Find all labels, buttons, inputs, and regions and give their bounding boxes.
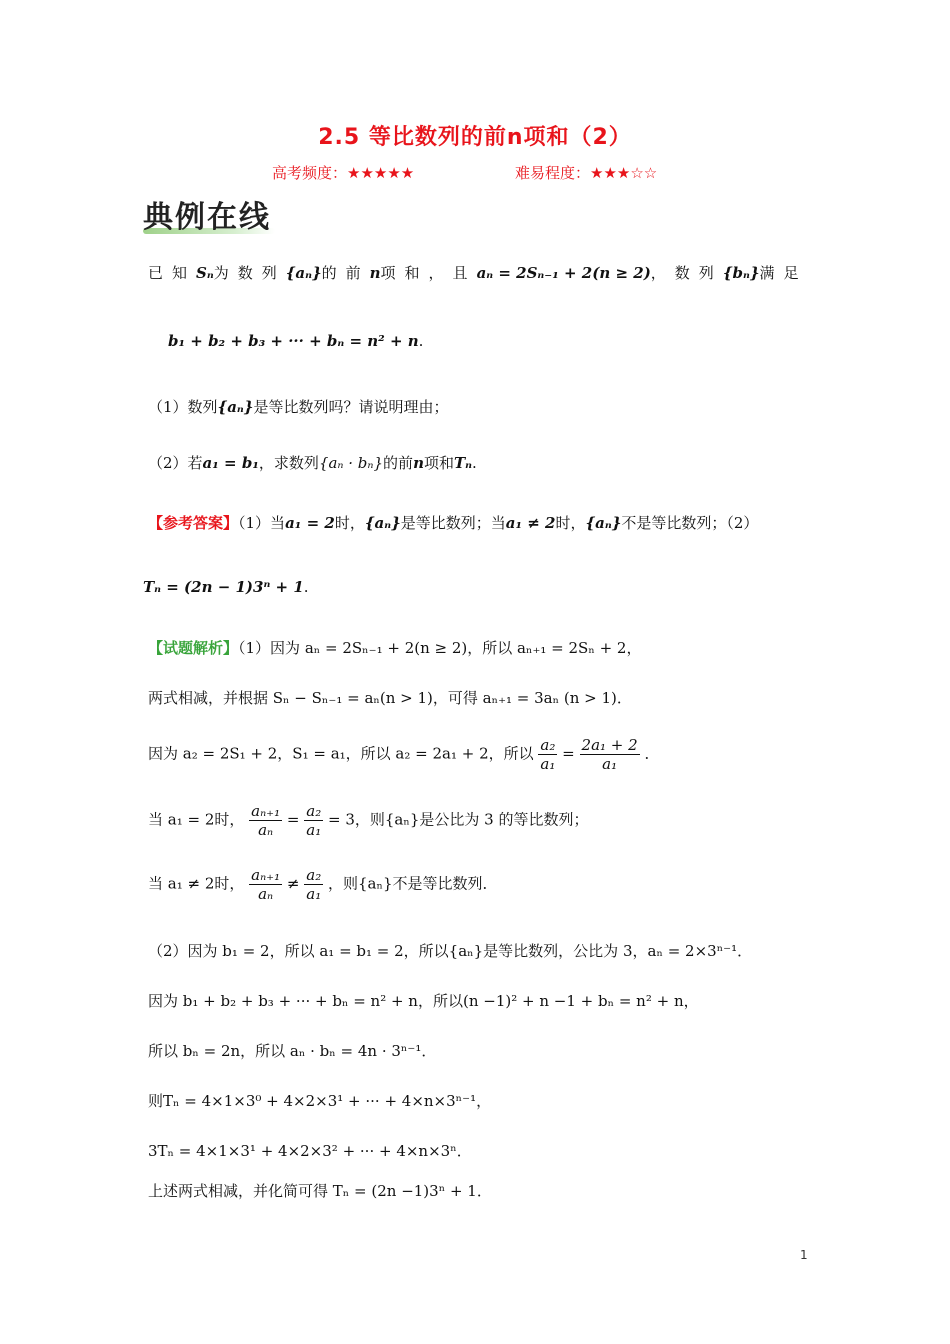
text: （1）当 xyxy=(238,514,286,532)
denominator: a₁ xyxy=(602,755,618,773)
text: （1）数列 xyxy=(148,398,218,416)
text: 时， xyxy=(334,514,365,532)
question-1 xyxy=(148,396,448,417)
answer-line-2 xyxy=(143,578,309,596)
text: 是等比数列吗？请说明理由； xyxy=(253,398,449,416)
text: 当 a₁ ≠ 2时， xyxy=(148,874,245,893)
numerator: a₂ xyxy=(306,866,322,884)
formula: aₙ = 2Sₙ₋₁ + 2(n ≥ 2) xyxy=(476,264,651,282)
solution-line-4 xyxy=(148,802,588,839)
text: （2）若 xyxy=(148,454,203,472)
frequency-rating: 高考频度：★★★★★ xyxy=(272,164,415,182)
solution-line-1 xyxy=(148,637,641,658)
solution-line-2: 两式相减，并根据 Sₙ − Sₙ₋₁ = aₙ(n > 1)，可得 aₙ₊₁ = 3aₙ (n > 1)． xyxy=(148,689,632,707)
solution-line-3 xyxy=(148,736,659,773)
text: 的前 xyxy=(383,454,414,472)
solution-line-11: 上述两式相减，并化简可得 Tₙ = (2n −1)3ⁿ + 1． xyxy=(148,1182,492,1200)
formula: Tₙ xyxy=(453,454,473,472)
problem-line-1 xyxy=(148,262,807,283)
formula: Tₙ = (2n − 1)3ⁿ + 1 xyxy=(143,578,304,596)
text: ，则{aₙ}不是等比数列． xyxy=(328,874,498,893)
answer-line-1 xyxy=(148,512,758,533)
denominator: a₁ xyxy=(306,885,322,903)
solution-line-6: （2）因为 b₁ = 2，所以 a₁ = b₁ = 2，所以{aₙ}是等比数列，公比为 3，aₙ = 2×3ⁿ⁻¹． xyxy=(148,942,753,960)
formula: n xyxy=(369,264,381,282)
badge-text: 典例在线 xyxy=(143,200,271,235)
solution-line-7: 因为 b₁ + b₂ + b₃ + ··· + bₙ = n² + n，所以(n −1)² + n −1 + bₙ = n² + n， xyxy=(148,992,699,1010)
text: ，数列 xyxy=(650,264,723,282)
formula: {aₙ} xyxy=(217,398,254,416)
text: . xyxy=(303,578,309,596)
answer-label: 【参考答案】 xyxy=(148,514,239,532)
solution-label: 【试题解析】 xyxy=(148,639,239,657)
fraction xyxy=(580,736,640,773)
solution-line-9: 则Tₙ = 4×1×3⁰ + 4×2×3¹ + ··· + 4×n×3ⁿ⁻¹， xyxy=(148,1092,492,1110)
page-number: 1 xyxy=(800,1248,808,1262)
fraction xyxy=(304,866,323,903)
text: 因为 a₂ = 2S₁ + 2，S₁ = a₁，所以 a₂ = 2a₁ + 2，所以 xyxy=(148,744,534,763)
fraction xyxy=(304,802,323,839)
solution-line-10: 3Tₙ = 4×1×3¹ + 4×2×3² + ··· + 4×n×3ⁿ． xyxy=(148,1142,472,1160)
denominator: aₙ xyxy=(258,821,274,839)
numerator: a₂ xyxy=(540,736,556,754)
denominator: a₁ xyxy=(306,821,322,839)
question-2 xyxy=(148,452,477,473)
text: 为数列 xyxy=(213,264,286,282)
formula: {bₙ} xyxy=(722,264,760,282)
formula: Sₙ xyxy=(196,264,214,282)
numerator: aₙ₊₁ xyxy=(251,866,281,884)
formula: n xyxy=(413,454,424,472)
text: . xyxy=(472,454,477,472)
fraction xyxy=(249,802,282,839)
formula: {aₙ} xyxy=(585,514,622,532)
formula: {aₙ · bₙ} xyxy=(318,454,384,472)
formula: {aₙ} xyxy=(285,264,322,282)
difficulty-rating: 难易程度：★★★☆☆ xyxy=(515,164,658,182)
problem-line-2 xyxy=(168,332,423,350)
text: 项和，且 xyxy=(380,264,477,282)
text: = xyxy=(286,810,300,829)
formula: a₁ ≠ 2 xyxy=(505,514,556,532)
solution-line-5 xyxy=(148,866,498,903)
numerator: a₂ xyxy=(306,802,322,820)
text: 满足 xyxy=(759,264,808,282)
formula: b₁ + b₂ + b₃ + ··· + bₙ = n² + n xyxy=(168,332,419,350)
page-title: 2.5 等比数列的前n项和（2） xyxy=(318,125,632,150)
numerator: 2a₁ + 2 xyxy=(581,736,638,754)
fraction xyxy=(249,866,282,903)
text: 不是等比数列；（2） xyxy=(621,514,759,532)
text: = xyxy=(562,744,575,763)
text: 已知 xyxy=(148,264,197,282)
formula: a₁ = 2 xyxy=(285,514,335,532)
text: 时， xyxy=(555,514,586,532)
text: . xyxy=(418,332,424,350)
text: = 3，则{aₙ}是公比为 3 的等比数列； xyxy=(328,810,589,829)
solution-line-8: 所以 bₙ = 2n，所以 aₙ · bₙ = 4n · 3ⁿ⁻¹． xyxy=(148,1042,437,1060)
denominator: a₁ xyxy=(540,755,556,773)
text: 的前 xyxy=(321,264,370,282)
text: 是等比数列；当 xyxy=(400,514,506,532)
fraction xyxy=(538,736,557,773)
text: （1）因为 aₙ = 2Sₙ₋₁ + 2(n ≥ 2)，所以 aₙ₊₁ = 2Sₙ + 2， xyxy=(238,639,642,657)
text: ≠ xyxy=(286,874,300,893)
text: 当 a₁ = 2时， xyxy=(148,810,245,829)
text: ，求数列 xyxy=(258,454,319,472)
text: 项和 xyxy=(423,454,454,472)
section-badge xyxy=(143,192,275,236)
denominator: aₙ xyxy=(258,885,274,903)
formula: {aₙ} xyxy=(364,514,401,532)
text: ． xyxy=(644,744,660,763)
numerator: aₙ₊₁ xyxy=(251,802,281,820)
formula: a₁ = b₁ xyxy=(202,454,259,472)
